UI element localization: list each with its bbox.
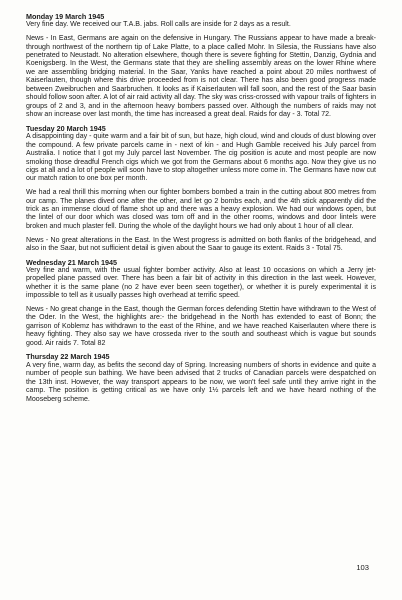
- entry-date: Wednesday 21 March 1945: [26, 257, 117, 267]
- news-paragraph: News - No great alterations in the East. In the West progress is admitted on both flanks of the bridgehead, and also in the Saar, but not sufficient detail is given about the Saar to gauge its extent. Raids 3 - Total 75.: [26, 236, 376, 252]
- entry-paragraph: We had a real thrill this morning when our fighter bombers bombed a train in the cutting about 800 metres from our camp. The planes dived one after the other, and let go 2 bombs each, and the 4th stick apparently did the trick as an immense cloud of flame shot up and there was a heavy explosion. We had our windows open, but the lintel of our door which was closed was torn off and in the other rooms, windows and door lintels were broken and much plaster fell. During the whole of the daylight hours we had only about 1 hour of all clear.: [26, 189, 376, 230]
- entry-paragraph: Very fine and warm, with the usual fighter bomber activity. Also at least 10 occasions on which a Jerry jet-propelled plane passed over. There has been a fair bit of activity in this direction in the last week. However, whether it is the same plane (no 2 have ever been seen together), or whether it is purely experimental it is impossible to tell as it usually passes high overhead at terrific speed.: [26, 267, 376, 300]
- entry-paragraph: A very fine, warm day, as befits the second day of Spring. Increasing numbers of shorts in evidence and quite a number of people sun bathing. We have been advised that 2 trucks of Canadian parcels were despatched on the 13th inst. However, the way transport appears to be now, we won't feel safe until they arrive right in the camp. The position is getting critical as we have only 1½ parcels left and we have heard nothing of the Mooseberg scheme.: [26, 361, 376, 403]
- page-number: 103: [356, 563, 369, 572]
- news-paragraph: News - In East, Germans are again on the defensive in Hungary. The Russians appear to have made a break-through northwest of the northern tip of Lake Platte, to a place called Mohr. In Silesia, the Russians have also penetrated to Neustadt. No alteration elsewhere, though there is severe fighting for Stettin, Danzig, Gydnia and Koenigsberg. In the West, the Germans state that they are shelling assembly areas on the lower Rhine where we are assembling bridging material. In the Saar, Yanks have reached a point about 20 miles northwest of Kaiserlauten, though where this drive proceeded from is not clear. There has also been good progress made between Zweibruchen and Saarbruchen. It looks as if Kaiserlauten will fall soon, and the rest of the Saar basin should follow soon after. A lot of air raid activity all day. The sky was criss-crossed with vapour trails of fighters in groups of 2 and 3, and in the afternoon heavy bombers passed over. Although the numbers of raids may not show an increase over last month, the time has increased a great deal. Raids for day - 3. Total 72.: [26, 35, 376, 119]
- entry-paragraph: Very fine day. We received our T.A.B. jabs. Roll calls are inside for 2 days as a result.: [26, 21, 291, 29]
- entry-date: Monday 19 March 1945: [26, 12, 105, 21]
- diary-entry-20-march: [26, 125, 376, 254]
- entry-paragraph: A disappointing day - quite warm and a fair bit of sun, but haze, high cloud, wind and clouds of dust blowing over the compound. A few private parcels came in - next of kin - and Hugh Gamble received his July parcel from Australia. I notice that I got my July parcel last November. The cig position is acute and most people are now smoking those dreadful French cigs which we got from the Germans about 6 months ago. Now they give us no cigs at all and a lot of people will soon have to stop altogether unless more come in. The Germans have now cut our match ration to one box per month.: [26, 133, 376, 183]
- entry-date: Tuesday 20 March 1945: [26, 123, 106, 133]
- diary-entry-22-march: [26, 353, 376, 404]
- diary-entry-19-march: [26, 13, 376, 120]
- diary-entry-21-march: [26, 259, 376, 349]
- news-paragraph: News - No great change in the East, though the German forces defending Stettin have withdrawn to the West of the Oder. In the West, the highlights are:- the bridgehead in the North has extended to east of Bonn; the garrison of Koblemz has withdrawn to the east of the Rhine, and we have reached Kaiserlauten where there is heavy fighting. They also say we have crosseda river to the south and southeast which is vague but sounds good. Air raids 7. Total 82: [26, 306, 376, 347]
- entry-date: Thursday 22 March 1945: [26, 352, 110, 362]
